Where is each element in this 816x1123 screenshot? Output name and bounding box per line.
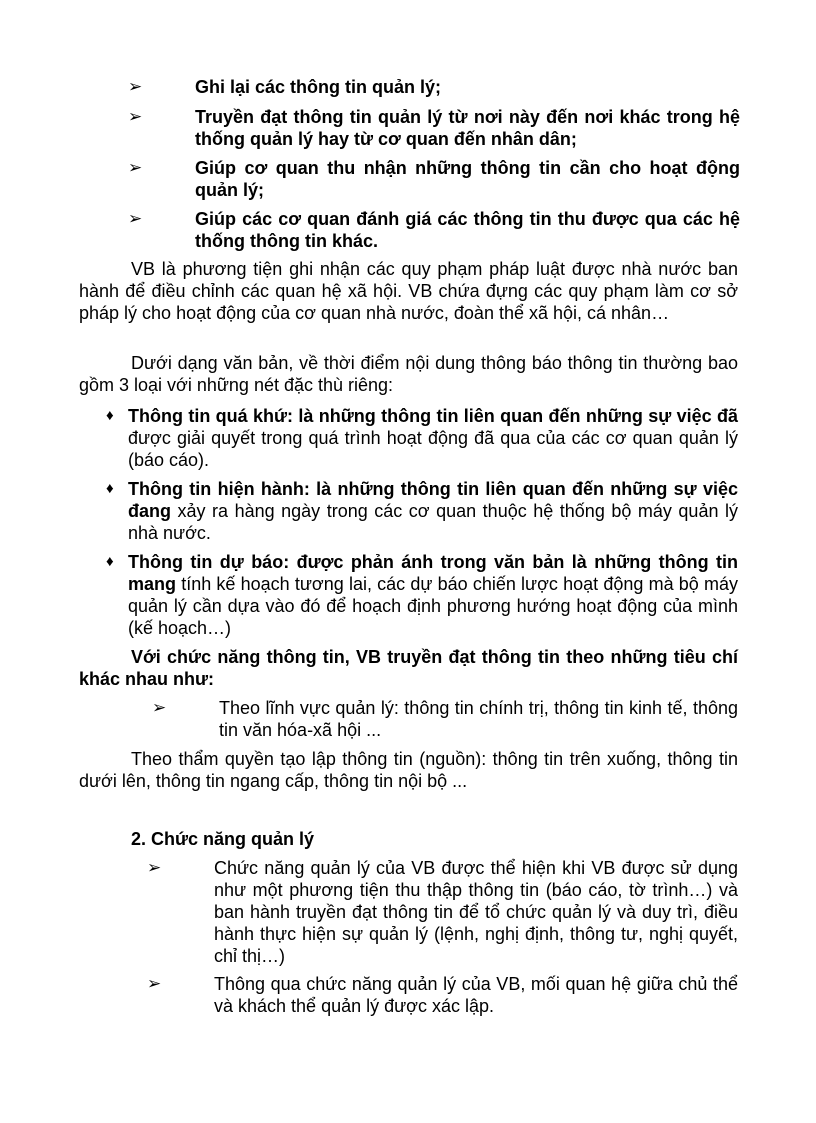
section-heading: 2. Chức năng quản lý	[131, 829, 315, 849]
paragraph-authority: Theo thẩm quyền tạo lập thông tin (nguồn): thông tin trên xuống, thông tin dưới lên, thông tin ngang cấp, thông tin nội bộ ...	[79, 749, 738, 791]
arrow-bullet-icon: ➢	[128, 209, 143, 228]
info-type-rest: tính kế hoạch tương lai, các dự báo chiến lược hoạt động mà bộ máy quản lý cần dựa vào đó để hoạch định phương hướng hoạt động của mình (kế hoạch…)	[128, 574, 738, 638]
info-type-rest: được giải quyết trong quá trình hoạt động đã qua của các cơ quan quản lý (báo cáo).	[128, 428, 738, 470]
paragraph-info-types-intro: Dưới dạng văn bản, về thời điểm nội dung thông báo thông tin thường bao gồm 3 loại với những nét đặc thù riêng:	[79, 353, 738, 395]
info-type-bold: Thông tin hiện hành: là những thông tin liên quan đến những sự việc đang	[128, 479, 738, 521]
arrow-bullet-icon: ➢	[128, 77, 143, 96]
management-item: Chức năng quản lý của VB được thể hiện khi VB được sử dụng như một phương tiện thu thập thông tin (báo cáo, tờ trình…) và ban hành truyền đạt thông tin để tổ chức quản lý và duy trì, điều hành thực hiện sự quản lý (lệnh, nghị định, thông tư, nghị quyết, chỉ thị…)	[214, 858, 738, 966]
info-type-rest: xảy ra hàng ngày trong các cơ quan thuộc hệ thống bộ máy quản lý nhà nước.	[128, 501, 738, 543]
diamond-bullet-icon: ♦	[106, 480, 114, 497]
diamond-bullet-icon: ♦	[106, 553, 114, 570]
arrow-bullet-icon: ➢	[128, 107, 143, 126]
paragraph-vb-definition: VB là phương tiện ghi nhận các quy phạm pháp luật được nhà nước ban hành để điều chỉnh các quan hệ xã hội. VB chứa đựng các quy phạm làm cơ sở pháp lý cho hoạt động của cơ quan nhà nước, đoàn thể xã hội, cá nhân…	[79, 259, 738, 323]
info-type-bold: Thông tin quá khứ: là những thông tin liên quan đến những sự việc đã	[128, 406, 738, 426]
info-type-item	[128, 551, 738, 639]
arrow-bullet-icon: ➢	[128, 158, 143, 177]
management-item: Thông qua chức năng quản lý của VB, mối quan hệ giữa chủ thể và khách thể quản lý được xác lập.	[214, 974, 738, 1016]
arrow-bullet-icon: ➢	[152, 698, 167, 717]
info-type-item	[128, 478, 738, 544]
criteria-heading: Với chức năng thông tin, VB truyền đạt thông tin theo những tiêu chí khác nhau như:	[79, 647, 738, 689]
arrow-bullet-icon: ➢	[147, 858, 162, 877]
intro-list-item: Giúp cơ quan thu nhận những thông tin cần cho hoạt động quản lý;	[195, 158, 740, 200]
diamond-bullet-icon: ♦	[106, 407, 114, 424]
criteria-item: Theo lĩnh vực quản lý: thông tin chính trị, thông tin kinh tế, thông tin văn hóa-xã hội ...	[219, 698, 738, 740]
info-type-item	[128, 405, 738, 471]
intro-list-item: Truyền đạt thông tin quản lý từ nơi này đến nơi khác trong hệ thống quản lý hay từ cơ quan đến nhân dân;	[195, 107, 740, 149]
arrow-bullet-icon: ➢	[147, 974, 162, 993]
intro-list-item: Giúp các cơ quan đánh giá các thông tin thu được qua các hệ thống thông tin khác.	[195, 209, 740, 251]
intro-list-item: Ghi lại các thông tin quản lý;	[195, 77, 442, 97]
info-type-bold: Thông tin dự báo: được phản ánh trong văn bản là những thông tin mang	[128, 552, 738, 594]
